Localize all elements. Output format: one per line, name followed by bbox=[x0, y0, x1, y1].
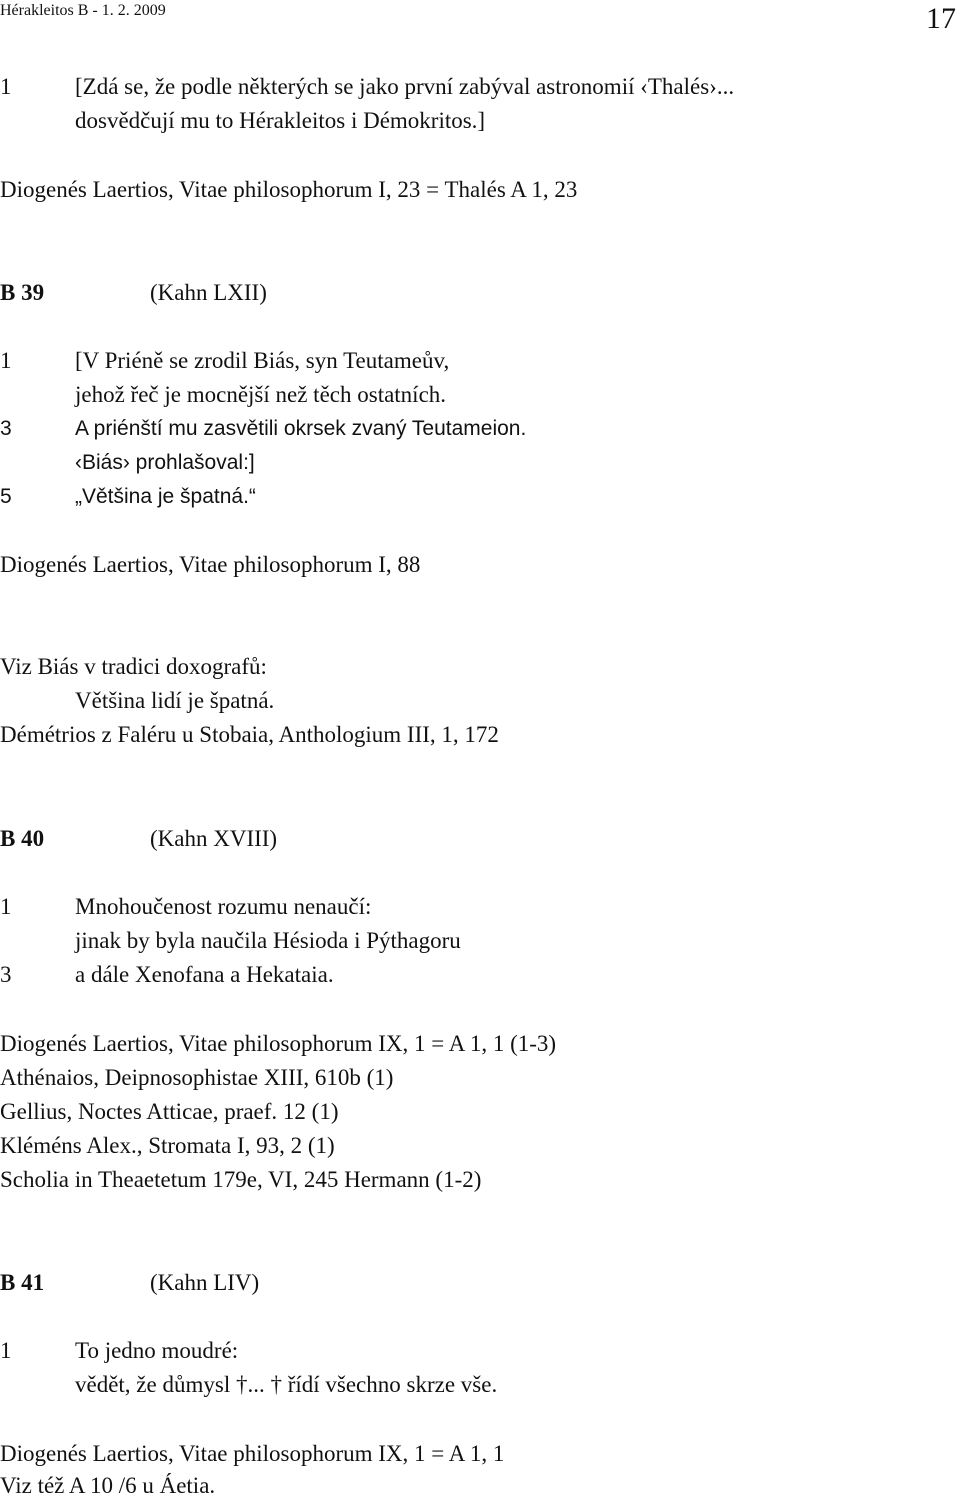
source-citation: Diogenés Laertios, Vitae philosophorum I, 23 = Thalés A 1, 23 bbox=[0, 177, 578, 202]
fragment-line: ‹Biás› prohlašoval:] bbox=[75, 451, 255, 474]
line-number: 1 bbox=[0, 894, 12, 919]
fragment-line: [V Priéně se zrodil Biás, syn Teutameův, bbox=[75, 348, 450, 373]
fragment-line: Mnohoučenost rozumu nenaučí: bbox=[75, 894, 372, 919]
fragment-line: jinak by byla naučila Hésioda i Pýthagoru bbox=[75, 928, 461, 953]
fragment-line: vědět, že důmysl †... † řídí všechno skrze vše. bbox=[75, 1372, 498, 1397]
fragment-line: To jedno moudré: bbox=[75, 1338, 239, 1363]
kahn-reference: (Kahn XVIII) bbox=[150, 826, 278, 851]
source-citation: Gellius, Noctes Atticae, praef. 12 (1) bbox=[0, 1099, 339, 1124]
source-citation: Athénaios, Deipnosophistae XIII, 610b (1) bbox=[0, 1065, 394, 1090]
fragment-label: B 41 bbox=[0, 1270, 45, 1295]
kahn-reference: (Kahn LIV) bbox=[150, 1270, 260, 1295]
doxography-quote: Většina lidí je špatná. bbox=[75, 688, 275, 713]
fragment-line: jehož řeč je mocnější než těch ostatních. bbox=[75, 382, 447, 407]
fragment-line: [Zdá se, že podle některých se jako první zabýval astronomií ‹Thalés›... bbox=[75, 74, 735, 99]
line-number: 1 bbox=[0, 348, 12, 373]
line-number: 1 bbox=[0, 74, 12, 99]
fragment-line: dosvědčují mu to Hérakleitos i Démokritos.] bbox=[75, 108, 486, 133]
page-number: 17 bbox=[926, 2, 956, 35]
source-citation: Diogenés Laertios, Vitae philosophorum IX, 1 = A 1, 1 (1-3) bbox=[0, 1031, 557, 1056]
running-title: Hérakleitos B - 1. 2. 2009 bbox=[0, 2, 166, 19]
line-number: 5 bbox=[0, 485, 12, 508]
fragment-line: a dále Xenofana a Hekataia. bbox=[75, 962, 334, 987]
kahn-reference: (Kahn LXII) bbox=[150, 280, 267, 305]
source-citation: Diogenés Laertios, Vitae philosophorum IX, 1 = A 1, 1 bbox=[0, 1441, 505, 1466]
source-citation: Kléméns Alex., Stromata I, 93, 2 (1) bbox=[0, 1133, 335, 1158]
fragment-line: A priénští mu zasvětili okrsek zvaný Teutameion. bbox=[75, 417, 527, 440]
fragment-line: „Většina je špatná.“ bbox=[75, 485, 256, 508]
source-citation: Scholia in Theaetetum 179e, VI, 245 Hermann (1-2) bbox=[0, 1167, 482, 1192]
line-number: 3 bbox=[0, 962, 12, 987]
source-citation: Viz též A 10 /6 u Áetia. bbox=[0, 1473, 216, 1498]
doxography-label: Viz Biás v tradici doxografů: bbox=[0, 654, 267, 679]
fragment-label: B 39 bbox=[0, 280, 45, 305]
fragment-label: B 40 bbox=[0, 826, 45, 851]
source-citation: Démétrios z Faléru u Stobaia, Anthologium III, 1, 172 bbox=[0, 722, 499, 747]
line-number: 1 bbox=[0, 1338, 12, 1363]
line-number: 3 bbox=[0, 417, 12, 440]
source-citation: Diogenés Laertios, Vitae philosophorum I, 88 bbox=[0, 552, 421, 577]
